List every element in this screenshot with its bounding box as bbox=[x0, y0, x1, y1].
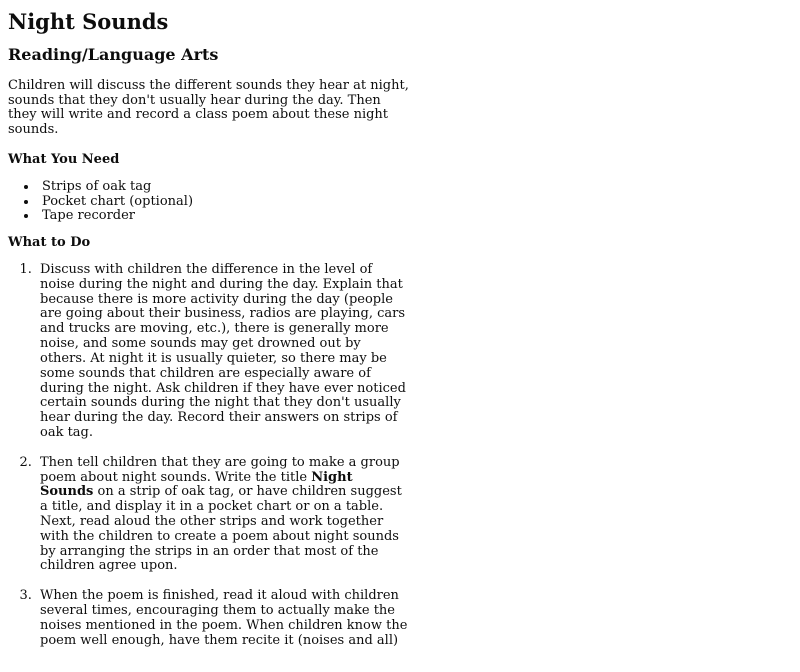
list-item: • Pocket chart (optional) bbox=[38, 195, 410, 210]
materials-list bbox=[8, 180, 410, 224]
step-item-2 bbox=[36, 456, 410, 575]
subject-heading: Reading/Language Arts bbox=[8, 45, 219, 65]
step-text: on a strip of oak tag, or have children suggest a title, and display it in a pocket chart or on a table. Next, read aloud the other strips and work together with the children to create a poem about night sounds by arranging the strips in an order that most of the children agree upon. bbox=[40, 484, 402, 574]
step-bold-text: Night Sounds bbox=[40, 469, 353, 500]
what-you-need-heading: What You Need bbox=[8, 151, 120, 167]
step-item-1 bbox=[36, 263, 410, 441]
list-item: • Strips of oak tag bbox=[38, 180, 410, 195]
intro-paragraph: Children will discuss the different sounds they hear at night, sounds that they don't usually hear during the day. Then they will write and record a class poem about these night sounds. bbox=[8, 77, 409, 138]
page-title: Night Sounds bbox=[8, 9, 169, 34]
step-item-3 bbox=[36, 589, 410, 648]
steps-list bbox=[8, 263, 410, 649]
step-text: Then tell children that they are going to make a group poem about night sounds. Write the title bbox=[40, 454, 400, 485]
what-to-do-heading: What to Do bbox=[8, 235, 91, 251]
step-text: Discuss with children the difference in the level of noise during the night and during the day. Explain that because there is more activity during the day (people are going about their business, radios are playing, cars and trucks are moving, etc.), there is generally more noise, and some sounds may get drowned out by others. At night it is usually quieter, so there may be some sounds that children are especially aware of during the night. Ask children if they have ever noticed certain sounds during the night that they don't usually hear during the day. Record their answers on strips of oak tag. bbox=[40, 262, 406, 440]
step-text: When the poem is finished, read it aloud with children several times, encouraging them to actually make the noises mentioned in the poem. When children know the poem well enough, have them recite it (noises and all) bbox=[40, 588, 408, 648]
list-item: • Tape recorder bbox=[38, 209, 410, 224]
